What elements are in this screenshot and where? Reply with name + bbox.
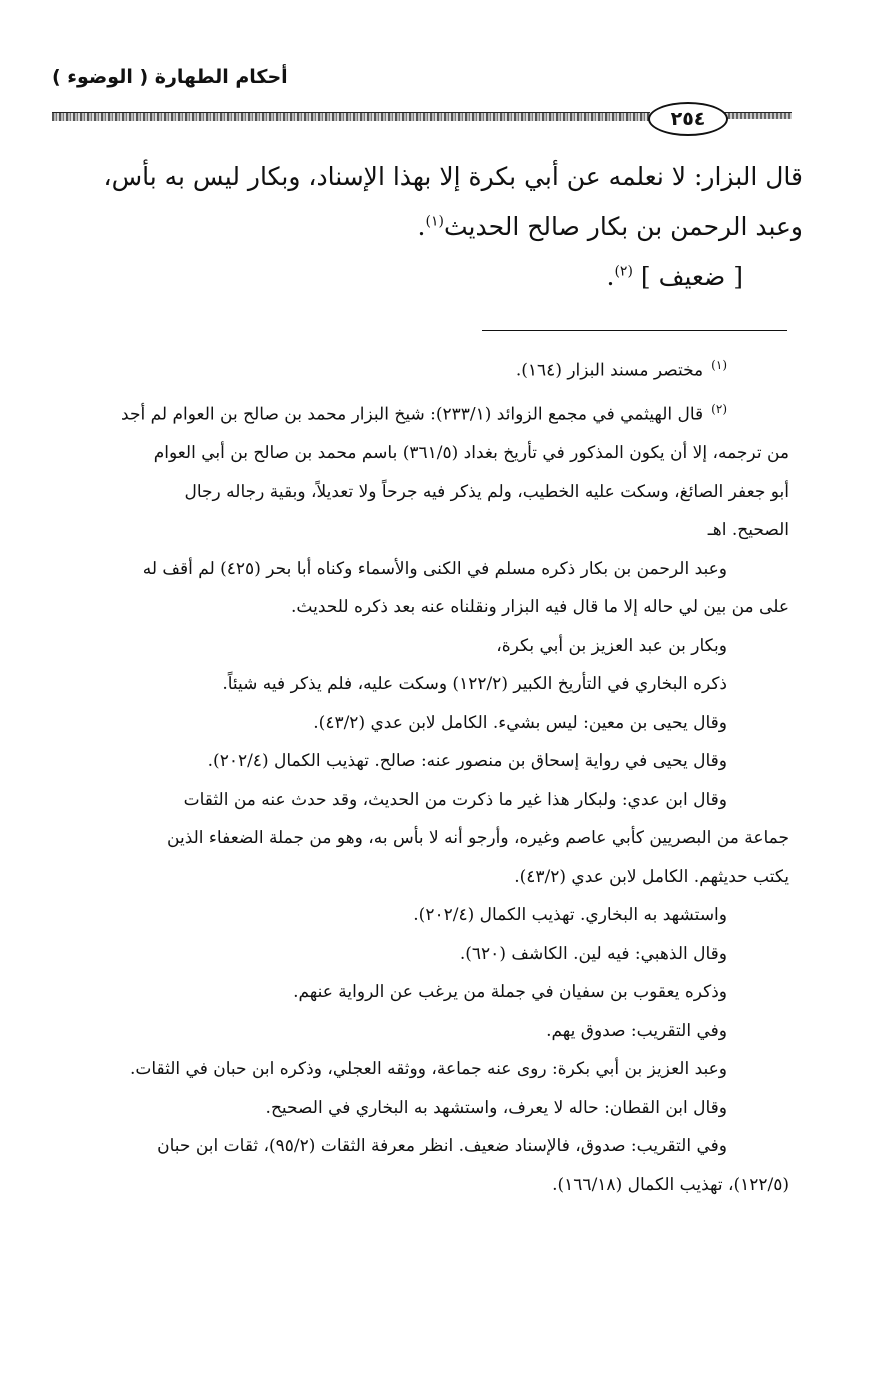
footnote-text: على من بين لي حاله إلا ما قال فيه البزار ونقلناه عنه بعد ذكره للحديث. — [291, 597, 789, 618]
footnote-line — [59, 434, 789, 473]
footnote-line — [59, 819, 789, 858]
footnote-text: وقال الذهبي: فيه لين. الكاشف (٦٢٠). — [459, 943, 727, 964]
footnote-line — [59, 1089, 789, 1128]
main-line-1 — [63, 152, 803, 202]
header-rule-right — [724, 112, 792, 119]
footnote-text: وعبد الرحمن بن بكار ذكره مسلم في الكنى والأسماء وكناه أبا بحر (٤٢٥) لم أقف له — [142, 558, 727, 579]
footnote-ref-1: (١) — [425, 213, 444, 230]
footnote-text: جماعة من البصريين كأبي عاصم وغيره، وأرجو أنه لا بأس به، وهو من جملة الضعفاء الذين — [167, 828, 789, 849]
main-line-2-end: . — [417, 212, 426, 241]
main-text — [63, 152, 803, 302]
main-line-1-text: قال البزار: لا نعلمه عن أبي بكرة إلا بهذا الإسناد، وبكار ليس به بأس، — [103, 162, 803, 191]
main-line-3 — [63, 252, 803, 302]
footnote-text: الصحيح. اهـ — [707, 520, 789, 541]
footnote-separator — [482, 330, 787, 331]
footnote-line — [59, 665, 789, 704]
footnote-line — [59, 742, 789, 781]
footnote-text: وقال يحيى في رواية إسحاق بن منصور عنه: صالح. تهذيب الكمال (٢٠٢/٤). — [207, 751, 727, 772]
footnote-line — [59, 627, 789, 666]
grade-label: [ ضعيف ] — [640, 262, 743, 291]
footnote-text: واستشهد به البخاري. تهذيب الكمال (٢٠٢/٤). — [413, 905, 727, 926]
footnote-text: يكتب حديثهم. الكامل لابن عدي (٤٣/٢). — [514, 866, 789, 887]
footnote-line — [59, 935, 789, 974]
footnote-text: (١٢٢/٥)، تهذيب الكمال (١٦٦/١٨). — [552, 1174, 789, 1195]
footnotes — [59, 346, 789, 1204]
footnote-line — [59, 511, 789, 550]
footnote-ref-2: (٢) — [614, 263, 633, 280]
footnote-text: وقال ابن القطان: حاله لا يعرف، واستشهد به البخاري في الصحيح. — [265, 1097, 727, 1118]
footnote-text: وذكره يعقوب بن سفيان في جملة من يرغب عن الرواية عنهم. — [293, 982, 727, 1003]
footnote-text: وفي التقريب: صدوق، فالإسناد ضعيف. انظر معرفة الثقات (٩٥/٢)، ثقات ابن حبان — [157, 1136, 727, 1157]
footnote-text: ذكره البخاري في التأريخ الكبير (١٢٢/٢) وسكت عليه، فلم يذكر فيه شيئاً. — [222, 674, 727, 695]
main-line-2 — [63, 202, 803, 252]
footnote-text: أبو جعفر الصائغ، وسكت عليه الخطيب، ولم يذكر فيه جرحاً ولا تعديلاً، وبقية رجاله رجال — [184, 481, 789, 502]
footnote-mark: (١) — [711, 358, 727, 372]
main-line-3-end: . — [606, 262, 615, 291]
footnote-mark: (٢) — [711, 402, 727, 417]
footnote-line — [59, 390, 789, 434]
footnote-text: من ترجمه، إلا أن يكون المذكور في تأريخ بغداد (٣٦١/٥) باسم محمد بن صالح بن أبي العوام — [153, 443, 789, 464]
footnote-line — [59, 973, 789, 1012]
footnote-line — [59, 704, 789, 743]
footnote-line — [59, 781, 789, 820]
footnote-text: وقال ابن عدي: ولبكار هذا غير ما ذكرت من الحديث، وقد حدث عنه من الثقات — [183, 789, 727, 810]
footnote-text: وفي التقريب: صدوق يهم. — [546, 1020, 727, 1041]
footnote-line — [59, 473, 789, 512]
footnote-line — [59, 1127, 789, 1166]
footnote-text: وبكار بن عبد العزيز بن أبي بكرة، — [496, 635, 727, 656]
header-rule — [52, 112, 650, 121]
running-title: أحكام الطهارة ( الوضوء ) — [52, 66, 288, 88]
footnote-line — [59, 346, 789, 390]
page-number: ٢٥٤ — [648, 102, 728, 136]
footnote-line — [59, 588, 789, 627]
footnote-text: قال الهيثمي في مجمع الزوائد (٢٣٣/١): شيخ البزار محمد بن صالح بن العوام لم أجد — [121, 404, 704, 425]
footnote-line — [59, 1166, 789, 1205]
footnote-line — [59, 896, 789, 935]
footnote-line — [59, 858, 789, 897]
footnote-text: وعبد العزيز بن أبي بكرة: روى عنه جماعة، ووثقه العجلي، وذكره ابن حبان في الثقات. — [129, 1059, 727, 1080]
footnote-text: مختصر مسند البزار (١٦٤). — [515, 360, 704, 381]
footnote-line — [59, 1050, 789, 1089]
footnote-text: وقال يحيى بن معين: ليس بشيء. الكامل لابن عدي (٤٣/٢). — [313, 712, 727, 733]
footnote-line — [59, 1012, 789, 1051]
main-line-2-text: وعبد الرحمن بن بكار صالح الحديث — [443, 212, 803, 241]
footnote-line — [59, 550, 789, 589]
